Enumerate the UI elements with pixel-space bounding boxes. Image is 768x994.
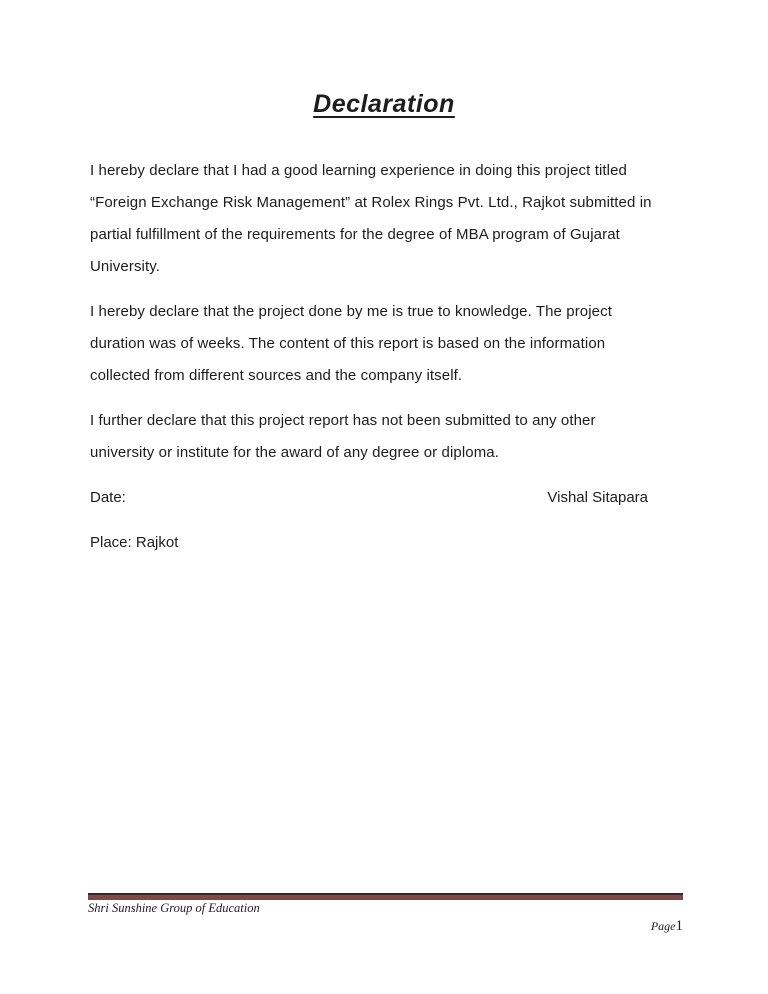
paragraph-line: “Foreign Exchange Risk Management” at Rolex Rings Pvt. Ltd., Rajkot submitted in xyxy=(90,194,652,211)
document-content xyxy=(90,0,678,559)
signature-row xyxy=(90,482,678,514)
paragraph-line: I hereby declare that the project done by me is true to knowledge. The project xyxy=(90,303,612,320)
footer-rule xyxy=(88,893,683,900)
signature-name: Vishal Sitapara xyxy=(547,489,648,506)
paragraph-line: partial fulfillment of the requirements for the degree of MBA program of Gujarat xyxy=(90,226,620,243)
date-label: Date: xyxy=(90,489,126,506)
paragraph-line: collected from different sources and the company itself. xyxy=(90,367,463,384)
place-label: Place: Rajkot xyxy=(90,534,179,551)
paragraph-line: I further declare that this project report has not been submitted to any other xyxy=(90,412,596,429)
footer-institution: Shri Sunshine Group of Education xyxy=(88,901,260,915)
paragraph-line: I hereby declare that I had a good learning experience in doing this project titled xyxy=(90,162,627,179)
footer-page-number xyxy=(88,917,683,935)
footer-page-num: 1 xyxy=(675,918,683,934)
paragraph-2 xyxy=(90,296,678,392)
place-row xyxy=(90,527,678,559)
paragraph-line: duration was of weeks. The content of this report is based on the information xyxy=(90,335,606,352)
paragraph-line: University. xyxy=(90,258,160,275)
page-footer xyxy=(88,893,683,935)
page-title-text: Declaration xyxy=(313,90,455,118)
footer-page-word: Page xyxy=(650,919,676,933)
paragraph-3 xyxy=(90,405,678,469)
paragraph-1 xyxy=(90,155,678,283)
page-title xyxy=(90,90,678,119)
paragraph-line: university or institute for the award of any degree or diploma. xyxy=(90,444,500,461)
